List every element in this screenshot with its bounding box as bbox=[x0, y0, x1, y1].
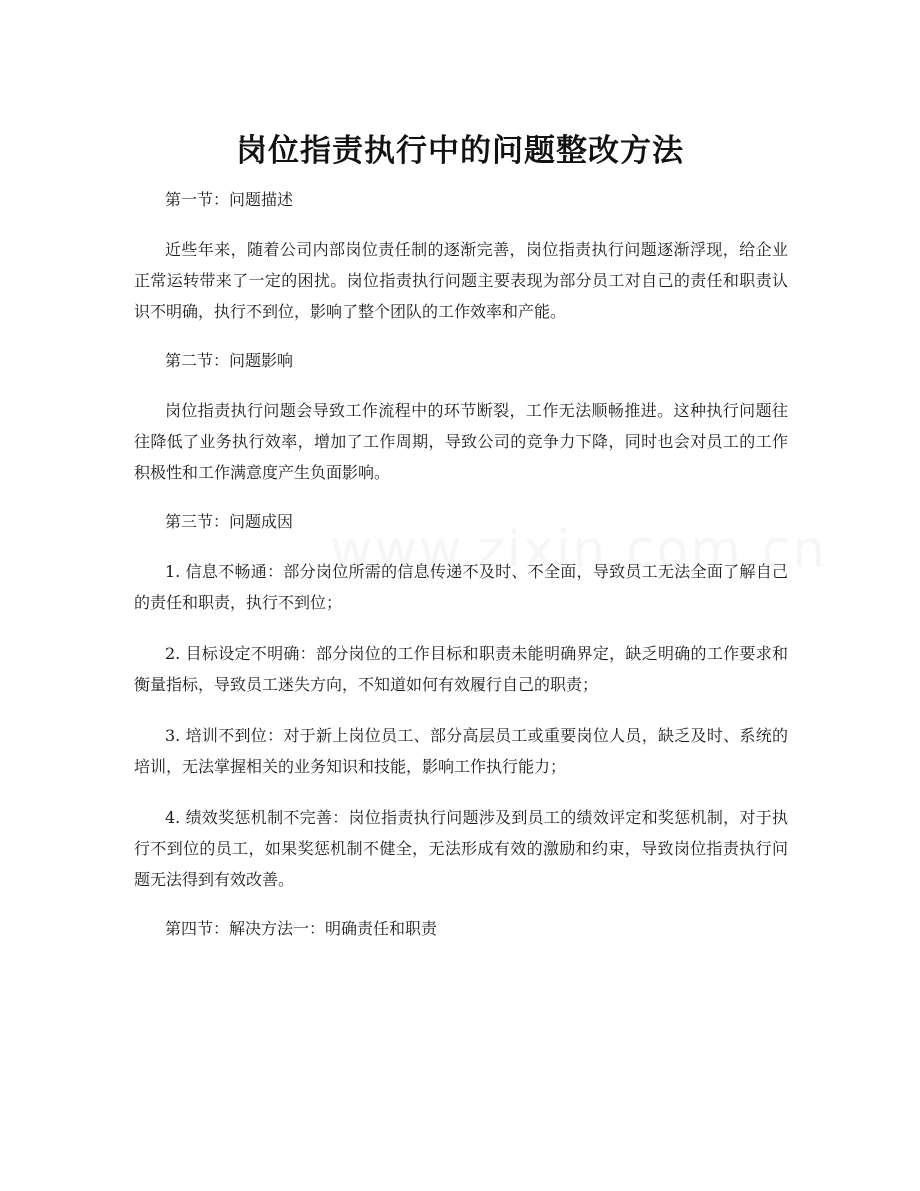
document-body bbox=[134, 180, 788, 949]
cause-item-1: 1. 信息不畅通：部分岗位所需的信息传递不及时、不全面，导致员工无法全面了解自己的责任和职责，执行不到位； bbox=[134, 562, 788, 612]
document-title: 岗位指责执行中的问题整改方法 bbox=[236, 132, 684, 169]
section-heading-3: 第三节：问题成因 bbox=[165, 512, 294, 531]
cause-item-2: 2. 目标设定不明确：部分岗位的工作目标和职责未能明确界定，缺乏明确的工作要求和衡量指标，导致员工迷失方向，不知道如何有效履行自己的职责； bbox=[134, 644, 788, 694]
section-paragraph-1: 近些年来，随着公司内部岗位责任制的逐渐完善，岗位指责执行问题逐渐浮现，给企业正常运转带来了一定的困扰。岗位指责执行问题主要表现为部分员工对自己的责任和职责认识不明确，执行不到位，影响了整个团队的工作效率和产能。 bbox=[134, 240, 788, 321]
section-heading-1: 第一节：问题描述 bbox=[165, 190, 294, 209]
cause-item-4: 4. 绩效奖惩机制不完善：岗位指责执行问题涉及到员工的绩效评定和奖惩机制，对于执行不到位的员工，如果奖惩机制不健全，无法形成有效的激励和约束，导致岗位指责执行问题无法得到有效改善。 bbox=[134, 808, 788, 889]
section-paragraph-2: 岗位指责执行问题会导致工作流程中的环节断裂，工作无法顺畅推进。这种执行问题往往降低了业务执行效率，增加了工作周期，导致公司的竞争力下降，同时也会对员工的工作积极性和工作满意度产生负面影响。 bbox=[134, 401, 788, 482]
cause-item-3: 3. 培训不到位：对于新上岗位员工、部分高层员工或重要岗位人员，缺乏及时、系统的培训，无法掌握相关的业务知识和技能，影响工作执行能力； bbox=[134, 726, 788, 776]
section-heading-2: 第二节：问题影响 bbox=[165, 351, 294, 370]
section-heading-4: 第四节：解决方法一：明确责任和职责 bbox=[165, 919, 438, 938]
